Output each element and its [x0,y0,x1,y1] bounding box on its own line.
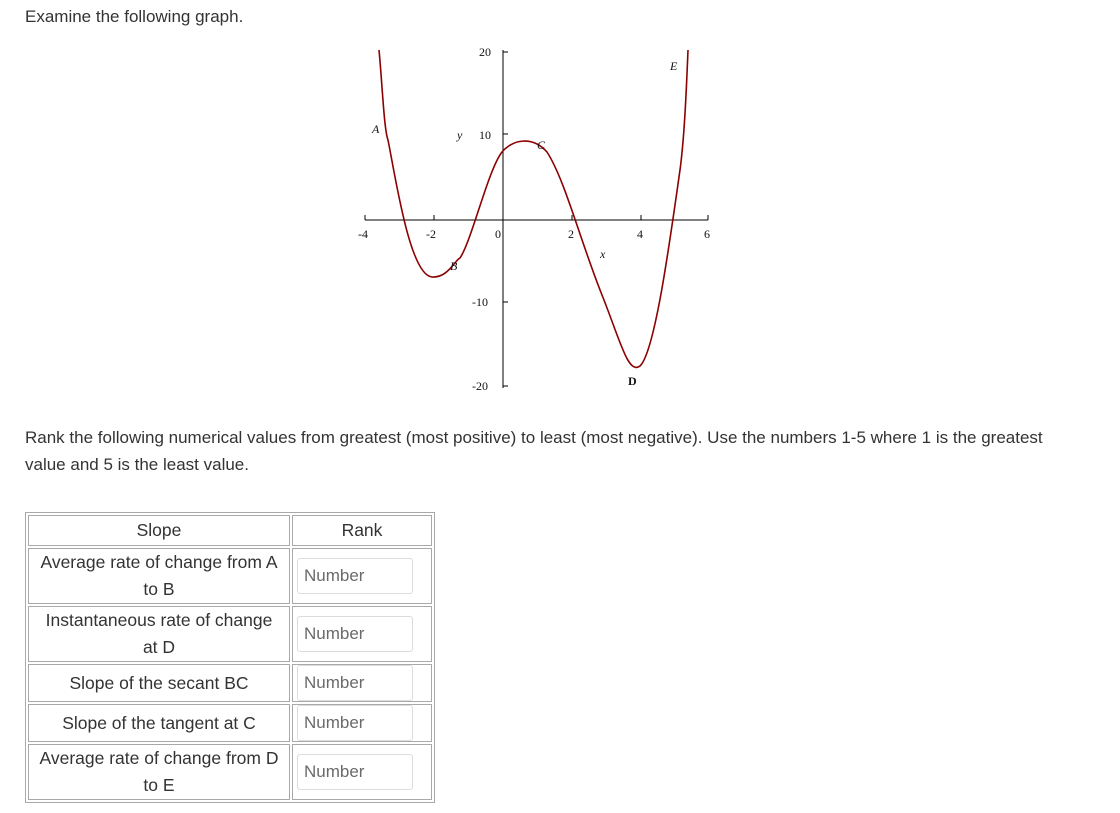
rank-cell [292,606,432,662]
rank-cell [292,548,432,604]
point-labels [371,59,678,388]
table-header-row [28,515,432,546]
point-label-e: E [670,59,678,73]
table-row [28,744,432,800]
rank-input-at-d[interactable] [297,616,413,652]
axes [358,45,710,393]
rank-input-a-to-b[interactable] [297,558,413,594]
row-label [28,606,290,662]
row-label-line1: Average rate of change from D [39,748,279,768]
row-label [28,548,290,604]
table-row [28,664,432,702]
point-label-a: A [372,122,380,136]
rank-input-secant-bc[interactable] [297,665,413,701]
table-row [28,606,432,662]
function-graph [340,40,720,410]
point-label-c: C [537,138,546,152]
table-row [28,704,432,742]
row-label-line2: to E [143,775,175,795]
y-tick-label: 10 [479,128,491,142]
header-slope: Slope [28,515,290,546]
row-label [28,744,290,800]
rank-cell [292,744,432,800]
rank-input-d-to-e[interactable] [297,754,413,790]
x-axis-label: x [600,247,606,261]
x-tick-label: 2 [568,227,574,241]
y-tick-label: 20 [479,45,491,59]
x-tick-label: 0 [495,227,501,241]
row-label-line2: to B [143,579,175,599]
point-label-b: B [450,259,458,273]
row-label: Slope of the tangent at C [28,704,290,742]
y-tick-label: -10 [472,295,488,309]
x-tick-label: -2 [426,227,436,241]
instructions-text: Rank the following numerical values from greatest (most positive) to least (most negative). Use the numbers 1-5 where 1 is the greatest value and 5 is the least value. [25,428,1043,474]
point-label-d: D [628,374,637,388]
function-curve [379,50,688,367]
row-label-line1: Average rate of change from A [40,552,278,572]
row-label-line2: at D [142,637,176,657]
ranking-table [25,512,435,803]
rank-input-tangent-c[interactable] [297,705,413,741]
rank-cell [292,664,432,702]
y-tick-label: -20 [472,379,488,393]
table-row [28,548,432,604]
intro-text: Examine the following graph. [25,7,244,26]
rank-cell [292,704,432,742]
y-axis-label: y [457,128,463,142]
x-tick-label: -4 [358,227,368,241]
x-tick-label: 6 [704,227,710,241]
row-label-line1: Instantaneous rate of change [45,610,273,630]
x-tick-label: 4 [637,227,643,241]
header-rank: Rank [292,515,432,546]
row-label: Slope of the secant BC [28,664,290,702]
